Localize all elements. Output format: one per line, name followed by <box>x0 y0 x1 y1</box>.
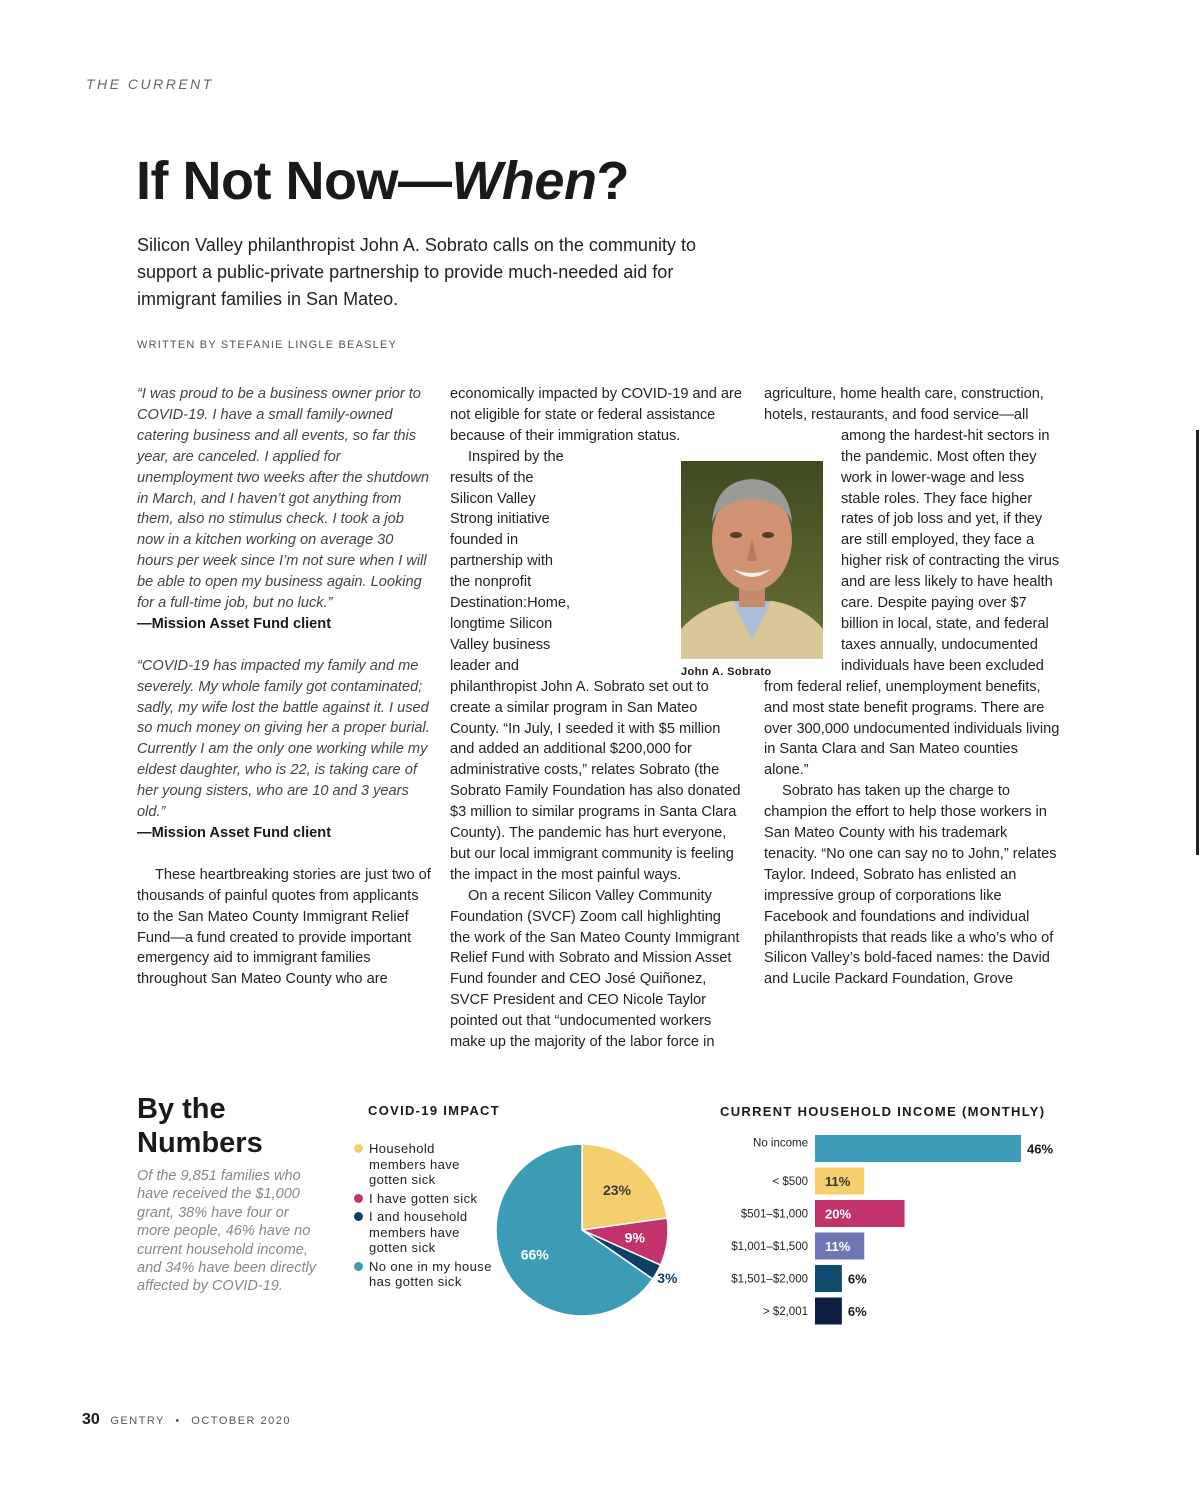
headline-end: ? <box>596 151 629 211</box>
numbers-heading-line-1: By the <box>137 1093 226 1125</box>
body-paragraph: These heartbreaking stories are just two of thousands of painful quotes from applicants to the San Mateo County Immigrant Relief Fund—a fund created to provide important emergency aid to immigrant families throughout San Mateo County who are <box>137 866 431 988</box>
bar-category-label: $1,001–$1,500 <box>731 1241 808 1253</box>
client-quote-1: “I was proud to be a business owner prior to COVID-19. I have a small family-owned catering business and all events, so far this year, are canceled. I applied for unemployment two weeks after the shutdown in March, and I haven’t got anything from them, also no stimulus check. I took a job now in a kitchen working on average 30 hours per week since I’m not sure when I will be able to open my business again. Looking for a full-time job, but no luck.” <box>137 386 430 612</box>
body-paragraph: economically impacted by COVID-19 and are not eligible for state or federal assistance because of their immigration status. <box>450 386 743 444</box>
page-footer <box>82 1411 291 1429</box>
pie-data-label: 23% <box>602 1181 631 1198</box>
pie-legend-item <box>354 1141 494 1188</box>
bar-value-label: 11% <box>825 1239 851 1254</box>
photo-caption: John A. Sobrato <box>681 666 772 678</box>
numbers-summary: Of the 9,851 families who have received the $1,000 grant, 38% have four or more people, 46% have no current household income, and 34% have been directly affected by COVID-19. <box>137 1168 316 1295</box>
bar-value-label: 6% <box>847 1304 867 1319</box>
body-paragraph: Inspired by the results of the Silicon Valley Strong initiative founded in partnership with the nonprofit Destination:Home, longtime Silicon Valley business leader and philanthropist John A. Sobrato set out to create a similar program in San Mateo County. “In July, I seeded it with $5 million and added an additional $200,000 for administrative costs,” relates Sobrato (the Sobrato Family Foundation has also donated $3 million to similar programs in Santa Clara County). The pandemic has hurt everyone, but our local immigrant community is feeling the impact in the most painful ways. <box>450 448 741 883</box>
article-column-1 <box>137 384 432 990</box>
pie-legend-item <box>354 1191 494 1207</box>
bar <box>815 1135 1021 1162</box>
pie-chart-legend <box>354 1141 494 1293</box>
page-number: 30 <box>82 1411 100 1428</box>
pie-data-label: 9% <box>624 1229 645 1246</box>
pie-legend-item <box>354 1209 494 1256</box>
magazine-name: GENTRY <box>110 1415 165 1427</box>
bar-chart <box>700 1130 1080 1330</box>
bar-category-label: < $500 <box>772 1176 808 1188</box>
legend-label: I have gotten sick <box>369 1190 478 1206</box>
portrait-illustration <box>681 461 823 659</box>
quote-attribution-2: —Mission Asset Fund client <box>137 825 332 842</box>
body-paragraph: agriculture, home health care, construction, hotels, restaurants, and food service—all among the hardest-hit sectors in the pandemic. Most often they work in lower-wage and less stable roles. They face higher rates of job loss and yet, if they are still employed, they face a higher risk of contracting the virus and are less likely to have health care. Despite paying over $7 billion in local, state, and federal taxes annually, undocumented individuals have been excluded from federal relief, unemployment benefits, and most state benefit programs. There are over 300,000 undocumented individuals living in Santa Clara and San Mateo counties alone.” <box>764 386 1060 779</box>
bar <box>815 1298 842 1325</box>
pie-legend-item <box>354 1259 494 1290</box>
pie-data-label: 3% <box>657 1270 678 1287</box>
numbers-heading <box>137 1092 263 1160</box>
legend-swatch <box>354 1262 363 1271</box>
page-title <box>136 150 629 212</box>
headline-emphasis: When <box>451 151 597 211</box>
numbers-heading-line-2: Numbers <box>137 1127 263 1159</box>
legend-swatch <box>354 1194 363 1203</box>
page-edge-rule <box>1196 430 1199 855</box>
bar-value-label: 11% <box>825 1174 851 1189</box>
pie-chart-title: COVID-19 IMPACT <box>368 1103 500 1118</box>
pie-data-label: 66% <box>520 1246 549 1263</box>
bar-category-label: $501–$1,000 <box>740 1208 808 1221</box>
legend-label: Household members have gotten sick <box>369 1141 460 1187</box>
bar-category-label: No income <box>753 1137 808 1150</box>
section-label: THE CURRENT <box>86 76 214 92</box>
bar-value-label: 6% <box>847 1271 867 1287</box>
bar-category-label: $1,501–$2,000 <box>731 1273 808 1286</box>
bar-value-label: 20% <box>825 1206 852 1222</box>
headline-main: If Not Now— <box>136 151 452 211</box>
legend-swatch <box>354 1212 363 1221</box>
legend-swatch <box>354 1144 363 1153</box>
issue-date: OCTOBER 2020 <box>191 1415 292 1427</box>
bar <box>815 1265 842 1292</box>
quote-attribution-1: —Mission Asset Fund client <box>137 615 332 632</box>
bar-chart-title: CURRENT HOUSEHOLD INCOME (MONTHLY) <box>720 1104 1046 1119</box>
legend-label: I and household members have gotten sick <box>369 1209 468 1255</box>
pie-chart <box>480 1135 720 1335</box>
bar-value-label: 46% <box>1027 1141 1054 1157</box>
legend-label: No one in my house has gotten sick <box>369 1258 492 1289</box>
bar-category-label: > $2,001 <box>762 1306 808 1318</box>
client-quote-2: “COVID-19 has impacted my family and me severely. My whole family got contaminated; sadly, my wife lost the battle against it. I used so much money on giving her a proper burial. Currently I am the only one working while my eldest daughter, who is 22, is taking care of her young sisters, who are 10 and 3 years old.” <box>137 657 430 821</box>
byline: WRITTEN BY STEFANIE LINGLE BEASLEY <box>137 339 398 351</box>
footer-separator: • <box>175 1415 181 1427</box>
body-paragraph: Sobrato has taken up the charge to champion the effort to help those workers in San Mateo County with his trademark tenacity. “No one can say no to John,” relates Taylor. Indeed, Sobrato has enlisted an impressive group of corporations like Facebook and foundations and individual philanthropists that reads like a who’s who of Silicon Valley’s bold-faced names: the David and Lucile Packard Foundation, Grove <box>764 783 1057 988</box>
dek: Silicon Valley philanthropist John A. Sobrato calls on the community to support a public-private partnership to provide much-needed aid for immigrant families in San Mateo. <box>137 235 696 309</box>
portrait-photo <box>681 461 823 659</box>
body-paragraph: On a recent Silicon Valley Community Foundation (SVCF) Zoom call highlighting the work of the San Mateo County Immigrant Relief Fund with Sobrato and Mission Asset Fund founder and CEO José Quiñonez, SVCF President and CEO Nicole Taylor pointed out that “undocumented workers make up the majority of the labor force in <box>450 887 740 1051</box>
